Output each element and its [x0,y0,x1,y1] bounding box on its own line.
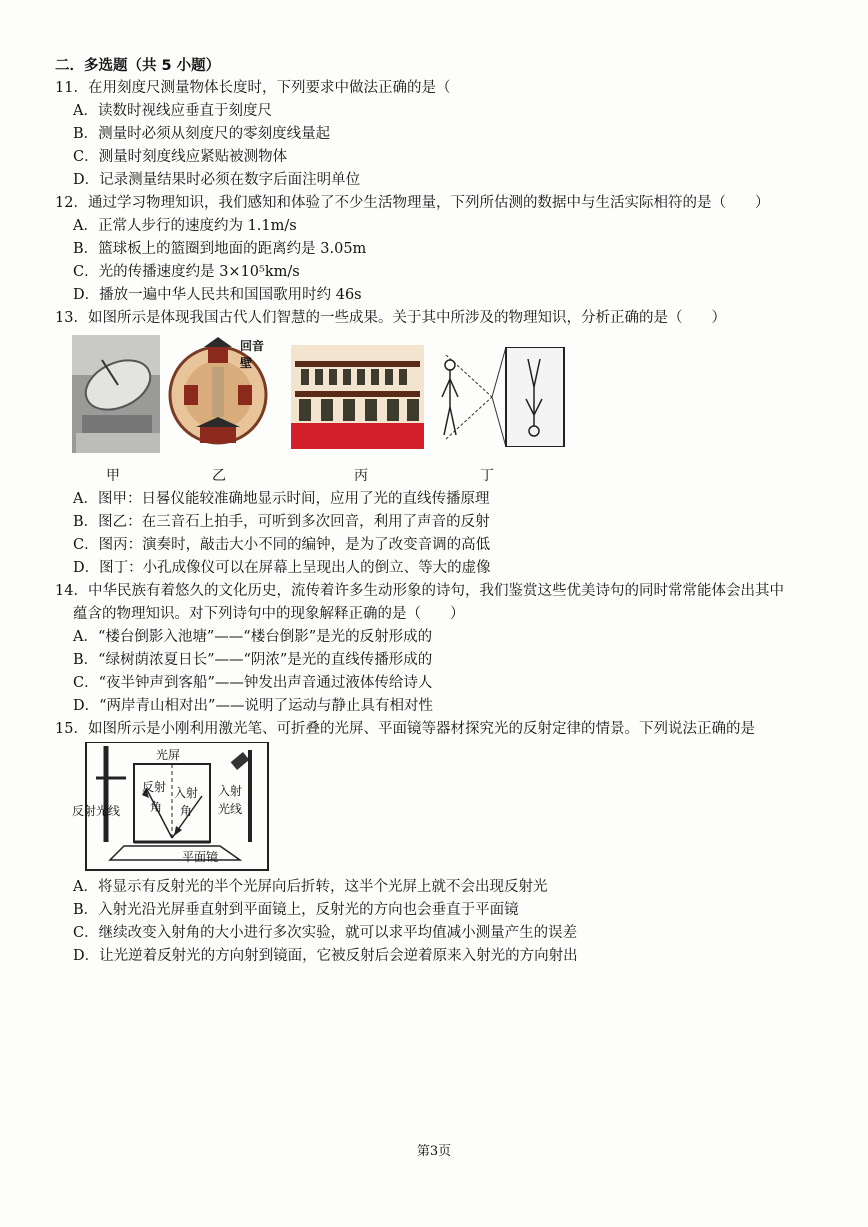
screen-label: 光屏 [156,748,181,762]
question-15-option-d: D．让光逆着反射光的方向射到镜面，它被反射后会逆着原来入射光的方向射出 [73,948,578,964]
reflect-angle-label-1: 反射 [142,780,167,794]
figure-label-bing: 丙 [354,468,368,484]
question-11-stem: 11．在用刻度尺测量物体长度时，下列要求中做法正确的是（ [55,80,451,96]
incident-angle-label-2: 角 [180,804,193,818]
question-13-stem: 13．如图所示是体现我国古代人们智慧的一些成果。关于其中所涉及的物理知识，分析正确的是（ ） [55,310,726,326]
page-number: 第3页 [416,1144,452,1159]
question-14-option-c: C．“夜半钟声到客船”——钟发出声音通过液体传给诗人 [73,675,433,691]
echo-wall-caption: 回音壁 [240,339,265,370]
question-11-option-a: A．读数时视线应垂直于刻度尺 [73,103,272,119]
question-11-option-c: C．测量时刻度线应紧贴被测物体 [73,149,288,165]
reflect-angle-label-2: 角 [150,800,163,814]
question-12-option-c: C．光的传播速度约是 3×10⁵km/s [73,264,300,280]
question-14-stem-cont: 蕴含的物理知识。对下列诗句中的现象解释正确的是（ ） [73,606,465,622]
question-14-option-a: A．“楼台倒影入池塘”——“楼台倒影”是光的反射形成的 [73,629,433,645]
question-12-option-a: A．正常人步行的速度约为 1.1m/s [73,218,297,234]
figure-label-ding: 丁 [480,468,494,484]
reflect-ray-label: 反射光线 [72,804,121,818]
question-15-option-c: C．继续改变入射角的大小进行多次实验，就可以求平均值减小测量产生的误差 [73,925,578,941]
echo-wall-figure [168,333,268,453]
figure-label-jia: 甲 [106,468,120,484]
question-12-stem: 12．通过学习物理知识，我们感知和体验了不少生活物理量，下列所估测的数据中与生活实际相符的是（ ） [55,195,770,211]
pinhole-figure [432,347,566,447]
sundial-figure [72,335,160,453]
question-13-option-b: B．图乙：在三音石上拍手，可听到多次回音，利用了声音的反射 [73,514,490,530]
incident-angle-label-1: 入射 [174,786,199,800]
chime-bells-figure [291,345,424,449]
question-12-option-b: B．篮球板上的篮圈到地面的距离约是 3.05m [73,241,367,257]
question-15-stem: 15．如图所示是小刚利用激光笔、可折叠的光屏、平面镜等器材探究光的反射定律的情景。下列说法正确的是 [55,721,755,737]
question-13-option-a: A．图甲：日晷仪能较准确地显示时间，应用了光的直线传播原理 [73,491,490,507]
section-title: 二．多选题（共 5 小题） [55,58,221,74]
mirror-label: 平面镜 [182,850,219,864]
question-13-option-d: D．图丁：小孔成像仪可以在屏幕上呈现出人的倒立、等大的虚像 [73,560,491,576]
incident-ray-label-1: 入射 [218,784,243,798]
question-14-stem: 14．中华民族有着悠久的文化历史，流传着许多生动形象的诗句，我们鉴赏这些优美诗句的同时常常能体会出其中 [55,583,784,599]
incident-ray-label-2: 光线 [218,802,243,816]
question-13-figures [72,333,572,483]
question-15-option-b: B．入射光沿光屏垂直射到平面镜上，反射光的方向也会垂直于平面镜 [73,902,519,918]
question-15-option-a: A．将显示有反射光的半个光屏向后折转，这半个光屏上就不会出现反射光 [73,879,548,895]
question-12-option-d: D．播放一遍中华人民共和国国歌用时约 46s [73,287,362,303]
question-14-option-b: B．“绿树荫浓夏日长”——“阴浓”是光的直线传播形成的 [73,652,433,668]
question-13-option-c: C．图丙：演奏时，敲击大小不同的编钟，是为了改变音调的高低 [73,537,491,553]
question-11-option-b: B．测量时必须从刻度尺的零刻度线量起 [73,126,331,142]
figure-label-yi: 乙 [212,468,226,484]
reflection-experiment-figure [70,742,270,872]
question-14-option-d: D．“两岸青山相对出”——说明了运动与静止具有相对性 [73,698,433,714]
question-11-option-d: D．记录测量结果时必须在数字后面注明单位 [73,172,361,188]
